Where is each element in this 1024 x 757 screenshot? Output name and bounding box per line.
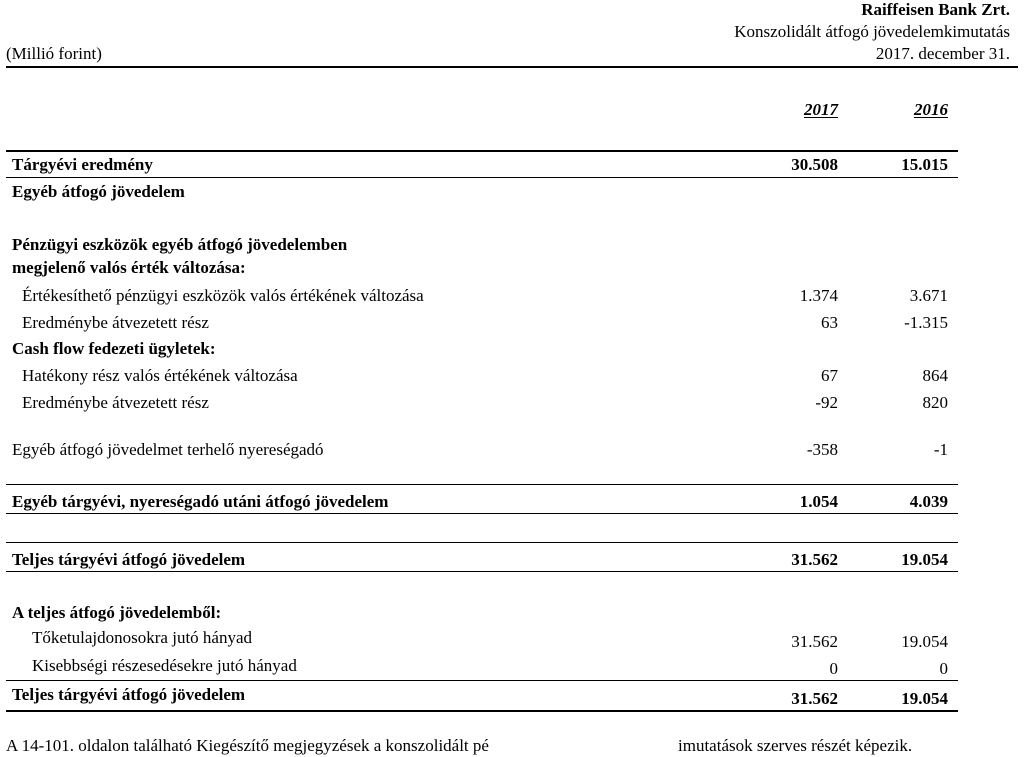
row-label: Eredménybe átvezetett rész [22,393,209,412]
row-value-2017: -92 [815,393,838,412]
row-value-2016: -1 [933,440,948,459]
row-value-2017: -358 [806,440,838,459]
row-label: Cash flow fedezeti ügyletek: [12,339,216,358]
row-value-2016: -1.315 [904,313,948,332]
row-value-2017: 63 [821,313,838,332]
row-label: Tőketulajdonosokra jutó hányad [32,628,253,647]
row-value-2017: 31.562 [791,550,838,569]
row-label: megjelenő valós érték változása: [12,258,246,277]
footer-note-left: A 14-101. oldalon található Kiegészítő megjegyzések a konszolidált pé [6,736,489,755]
rule [6,484,958,485]
row-label: Egyéb átfogó jövedelmet terhelő nyereségadó [12,440,324,459]
row-value-2017: 1.054 [799,492,838,511]
unit-label: (Millió forint) [6,44,102,63]
rule [6,177,958,178]
row-value-2016: 19.054 [901,689,948,708]
row-label: Egyéb átfogó jövedelem [12,182,185,201]
row-value-2016: 19.054 [901,550,948,569]
row-label: Hatékony rész valós értékének változása [22,366,298,385]
row-label: Tárgyévi eredmény [12,155,153,174]
row-value-2017: 30.508 [791,155,838,174]
column-header-2016: 2016 [914,100,948,119]
row-label: Teljes tárgyévi átfogó jövedelem [12,685,246,704]
row-value-2017: 31.562 [791,632,838,651]
statement-date: 2017. december 31. [875,44,1010,63]
column-header-2017: 2017 [804,100,838,119]
row-value-2017: 31.562 [791,689,838,708]
header-rule [6,66,1018,68]
row-value-2016: 15.015 [901,155,948,174]
row-value-2017: 67 [821,366,838,385]
row-value-2017: 0 [829,659,838,678]
row-label: Eredménybe átvezetett rész [22,313,209,332]
rule [6,542,958,543]
row-label: Egyéb tárgyévi, nyereségadó utáni átfogó jövedelem [12,492,389,511]
row-label: Teljes tárgyévi átfogó jövedelem [12,550,246,569]
row-label: Értékesíthető pénzügyi eszközök valós értékének változása [22,286,424,305]
row-value-2016: 820 [922,393,948,412]
row-value-2016: 19.054 [901,632,948,651]
rule [6,571,958,572]
statement-title: Konszolidált átfogó jövedelemkimutatás [734,22,1010,41]
footer-note-right: imutatások szerves részét képezik. [678,736,913,755]
row-label: A teljes átfogó jövedelemből: [12,603,222,622]
row-value-2016: 4.039 [909,492,948,511]
row-value-2017: 1.374 [799,286,838,305]
row-label: Kisebbségi részesedésekre jutó hányad [32,656,297,675]
rule [6,513,958,514]
row-value-2016: 0 [939,659,948,678]
row-label: Pénzügyi eszközök egyéb átfogó jövedelemben [12,235,348,254]
bank-name: Raiffeisen Bank Zrt. [861,0,1010,19]
row-value-2016: 3.671 [909,286,948,305]
rule [6,150,958,152]
row-value-2016: 864 [922,366,948,385]
rule [6,680,958,681]
rule [6,710,958,712]
